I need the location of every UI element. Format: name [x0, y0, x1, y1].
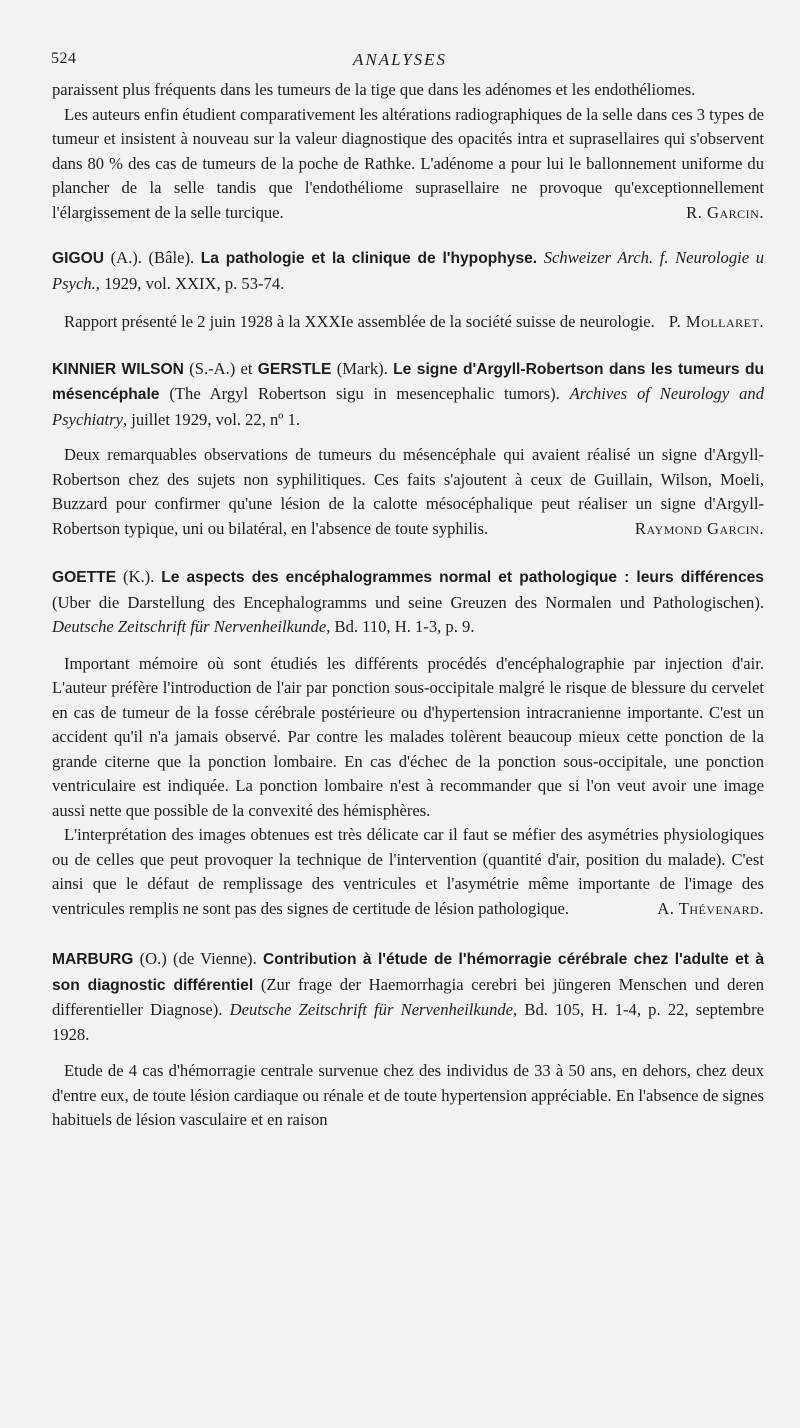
entry-goette-original-title: (Uber die Darstellung des Encephalogramms und seine Greuzen des Normalen und Pathologischen).	[52, 592, 764, 612]
page-number: 524	[51, 50, 77, 67]
entry-wilson-author: KINNIER WILSON	[52, 360, 184, 378]
intro-paragraph-1: paraissent plus fréquents dans les tumeurs de la tige que dans les adénomes et les endothéliomes.	[52, 80, 696, 99]
entry-marburg-reference: , Bd. 105, H. 1-4, p. 22, septembre 1928.	[52, 1000, 764, 1044]
entry-marburg-original-title: (Zur frage der Haemorrhagia cerebri bei jüngeren Menschen und deren differentieller Diagnose).	[52, 974, 764, 1019]
entry-wilson-journal: Archives of Neurology and Psychiatry	[52, 384, 764, 429]
entry-wilson-original-title: (The Argyl Robertson sigu in mesencephalic tumors).	[159, 384, 570, 403]
entry-marburg-body: Etude de 4 cas d'hémorragie centrale survenue chez des individus de 33 à 50 ans, en dehors, chez deux d'entre eux, de toute lésion cardiaque ou rénale et de toute hypertension appréciable. En l'absence de signes habituels de lésion vasculaire et en raison	[52, 1061, 764, 1129]
entry-goette-author-details: (K.).	[116, 567, 162, 586]
entry-marburg-author-details: (O.) (de Vienne).	[133, 949, 263, 968]
entry-gigou-signature: P. Mollaret.	[668, 312, 764, 331]
entry-gigou-body-text: Rapport présenté le 2 juin 1928 à la XXXIe assemblée de la société suisse de neurologie.	[64, 312, 655, 331]
running-title: ANALYSES	[352, 50, 448, 69]
entry-gigou-body	[52, 310, 764, 335]
entry-wilson-author2-details: (Mark).	[331, 358, 394, 378]
entry-goette-reference: , Bd. 110, H. 1-3, p. 9.	[326, 617, 475, 636]
entry-wilson-title: Le signe d'Argyll-Robertson dans les tumeurs du mésencéphale	[52, 360, 764, 403]
entry-gigou-author: GIGOU	[52, 250, 104, 267]
entry-goette-author: GOETTE	[52, 569, 117, 586]
entry-wilson-heading	[52, 357, 764, 433]
entry-marburg-heading	[52, 947, 764, 1047]
entry-wilson-signature: Raymond Garcin.	[634, 518, 764, 538]
article-body	[52, 78, 764, 1133]
entry-goette-heading	[52, 565, 764, 640]
entry-wilson-body-text: Deux remarquables observations de tumeurs du mésencéphale qui avaient réalisé un signe d'Argyll-Robertson chez des sujets non syphilitiques. Ces faits s'ajoutent à ceux de Guillain, Wilson, Moeli, Buzzard pour confirmer qu'une lésion de la calotte mésocéphalique peut réaliser un signe d'Argyll-Robertson typique, uni ou bilatéral, en l'absence de toute syphilis.	[52, 445, 764, 538]
entry-gigou-title: La pathologie et la clinique de l'hypophyse.	[200, 250, 538, 267]
entry-gigou-author-details: (A.). (Bâle).	[103, 248, 201, 267]
entry-marburg-title: Contribution à l'étude de l'hémorragie cérébrale chez l'adulte et à son diagnostic différentiel	[52, 951, 765, 994]
entry-wilson-author2: GERSTLE	[257, 360, 332, 378]
entry-marburg-author: MARBURG	[52, 951, 134, 968]
entry-goette-journal: Deutsche Zeitschrift für Nervenheilkunde	[52, 617, 327, 636]
entry-goette-body: Important mémoire où sont étudiés les différents procédés d'encéphalographie par injection d'air. L'auteur préfère l'introduction de l'air par ponction sous-occipitale malgré le risque de blessure du cervelet en cas de tumeur de la fosse cérébrale postérieure ou d'hypertension intracranienne importante. C'est un accident qu'il n'a jamais observé. Par contre les malades tolèrent beaucoup mieux cette ponction de la grande citerne que la ponction lombaire. En cas d'échec de la ponction sous-occipitale, une ponction ventriculaire est indiquée. La ponction lombaire n'est à recommander que si l'on veut avoir une image aussi nette que possible de la convexité des hémisphères.	[52, 653, 764, 820]
entry-wilson-author-details: (S.-A.) et	[183, 358, 258, 378]
intro-paragraph-2	[52, 103, 764, 226]
entry-wilson-reference: , juillet 1929, vol. 22, nº 1.	[122, 409, 301, 429]
entry-goette-body-2	[52, 823, 764, 921]
entry-goette-title: Le aspects des encéphalogrammes normal et pathologique : leurs différences	[161, 569, 764, 586]
entry-goette-signature: A. Thévenard.	[657, 898, 764, 918]
intro-signature: R. Garcin.	[686, 202, 764, 222]
entry-goette-body-2-text: L'interprétation des images obtenues est très délicate car il faut se méfier des asymétries physiologiques ou de celles que peut provoquer la technique de l'intervention (quantité d'air, position du malade). C'est ainsi que le défaut de remplissage des ventricules et l'asymétrie même importante de l'image des ventricules remplis ne sont pas des signes de certitude de lésion pathologique.	[52, 825, 764, 918]
entry-wilson-body	[52, 443, 764, 541]
intro-paragraph-2-text: Les auteurs enfin étudient comparativement les altérations radiographiques de la selle dans ces 3 types de tumeur et insistent à nouveau sur la valeur diagnostique des opacités intra et suprasellaires qui s'observent dans 80 % des cas de tumeurs de la poche de Rathke. L'adénome a pour lui le ballonnement uniforme du plancher de la selle tandis que l'endothéliome suprasellaire ne provoque qu'exceptionnellement l'élargissement de la selle turcique.	[52, 104, 764, 222]
entry-gigou-heading	[52, 246, 764, 296]
entry-marburg-journal: Deutsche Zeitschrift für Nervenheilkunde	[229, 1000, 514, 1019]
entry-gigou-reference: , 1929, vol. XXIX, p. 53-74.	[95, 273, 285, 293]
entry-gigou-journal: Schweizer Arch. f. Neurologie u Psych.	[52, 248, 765, 293]
